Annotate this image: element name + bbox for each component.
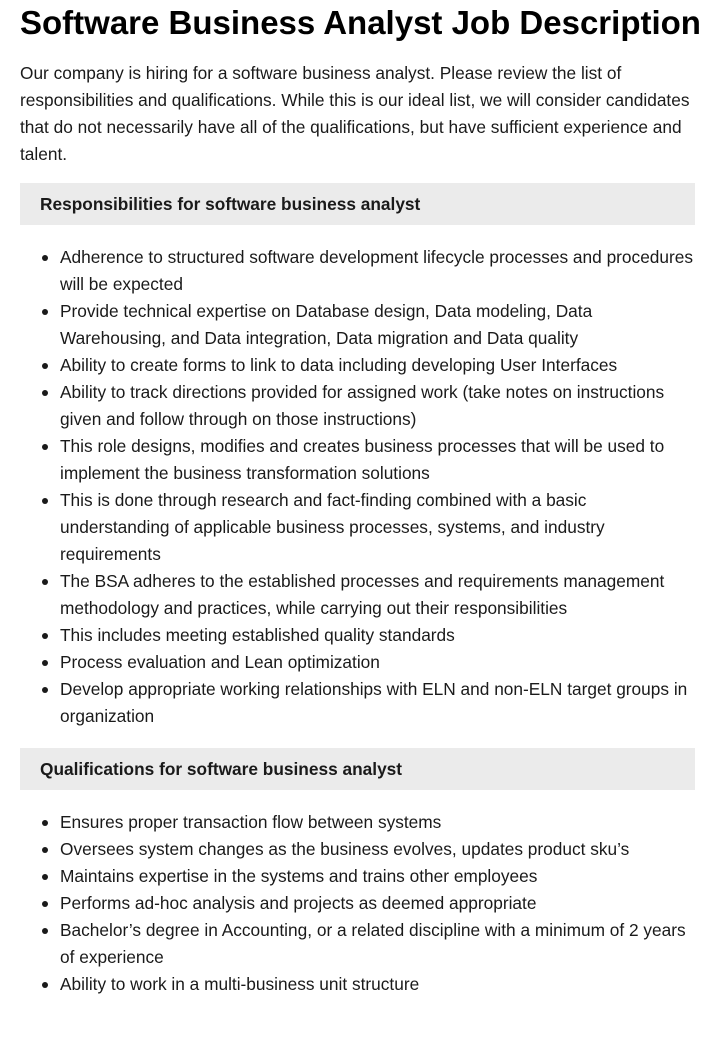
list-item: Ability to work in a multi-business unit structure — [60, 971, 695, 998]
list-item: This role designs, modifies and creates business processes that will be used to implement the business transformation solutions — [60, 433, 695, 487]
list-item: Bachelor’s degree in Accounting, or a related discipline with a minimum of 2 years of experience — [60, 917, 695, 971]
list-item: Process evaluation and Lean optimization — [60, 649, 695, 676]
list-item: Ability to track directions provided for assigned work (take notes on instructions given and follow through on those instructions) — [60, 379, 695, 433]
responsibilities-list — [20, 244, 695, 730]
list-item: Performs ad-hoc analysis and projects as deemed appropriate — [60, 890, 695, 917]
list-item: Ability to create forms to link to data including developing User Interfaces — [60, 352, 695, 379]
qualifications-heading: Qualifications for software business analyst — [20, 748, 695, 790]
list-item: Oversees system changes as the business evolves, updates product sku’s — [60, 836, 695, 863]
list-item: Provide technical expertise on Database design, Data modeling, Data Warehousing, and Data integration, Data migration and Data quality — [60, 298, 695, 352]
list-item: This includes meeting established quality standards — [60, 622, 695, 649]
qualifications-list — [20, 809, 695, 998]
list-item: Adherence to structured software development lifecycle processes and procedures will be expected — [60, 244, 695, 298]
intro-paragraph: Our company is hiring for a software business analyst. Please review the list of responsibilities and qualifications. While this is our ideal list, we will consider candidates that do not necessarily have all of the qualifications, but have sufficient experience and talent. — [20, 63, 690, 164]
list-item: Ensures proper transaction flow between systems — [60, 809, 695, 836]
page-title: Software Business Analyst Job Description — [20, 4, 701, 41]
list-item: This is done through research and fact-finding combined with a basic understanding of applicable business processes, systems, and industry requirements — [60, 487, 695, 568]
responsibilities-heading: Responsibilities for software business analyst — [20, 183, 695, 225]
list-item: Maintains expertise in the systems and trains other employees — [60, 863, 695, 890]
list-item: Develop appropriate working relationships with ELN and non-ELN target groups in organization — [60, 676, 695, 730]
list-item: The BSA adheres to the established processes and requirements management methodology and practices, while carrying out their responsibilities — [60, 568, 695, 622]
